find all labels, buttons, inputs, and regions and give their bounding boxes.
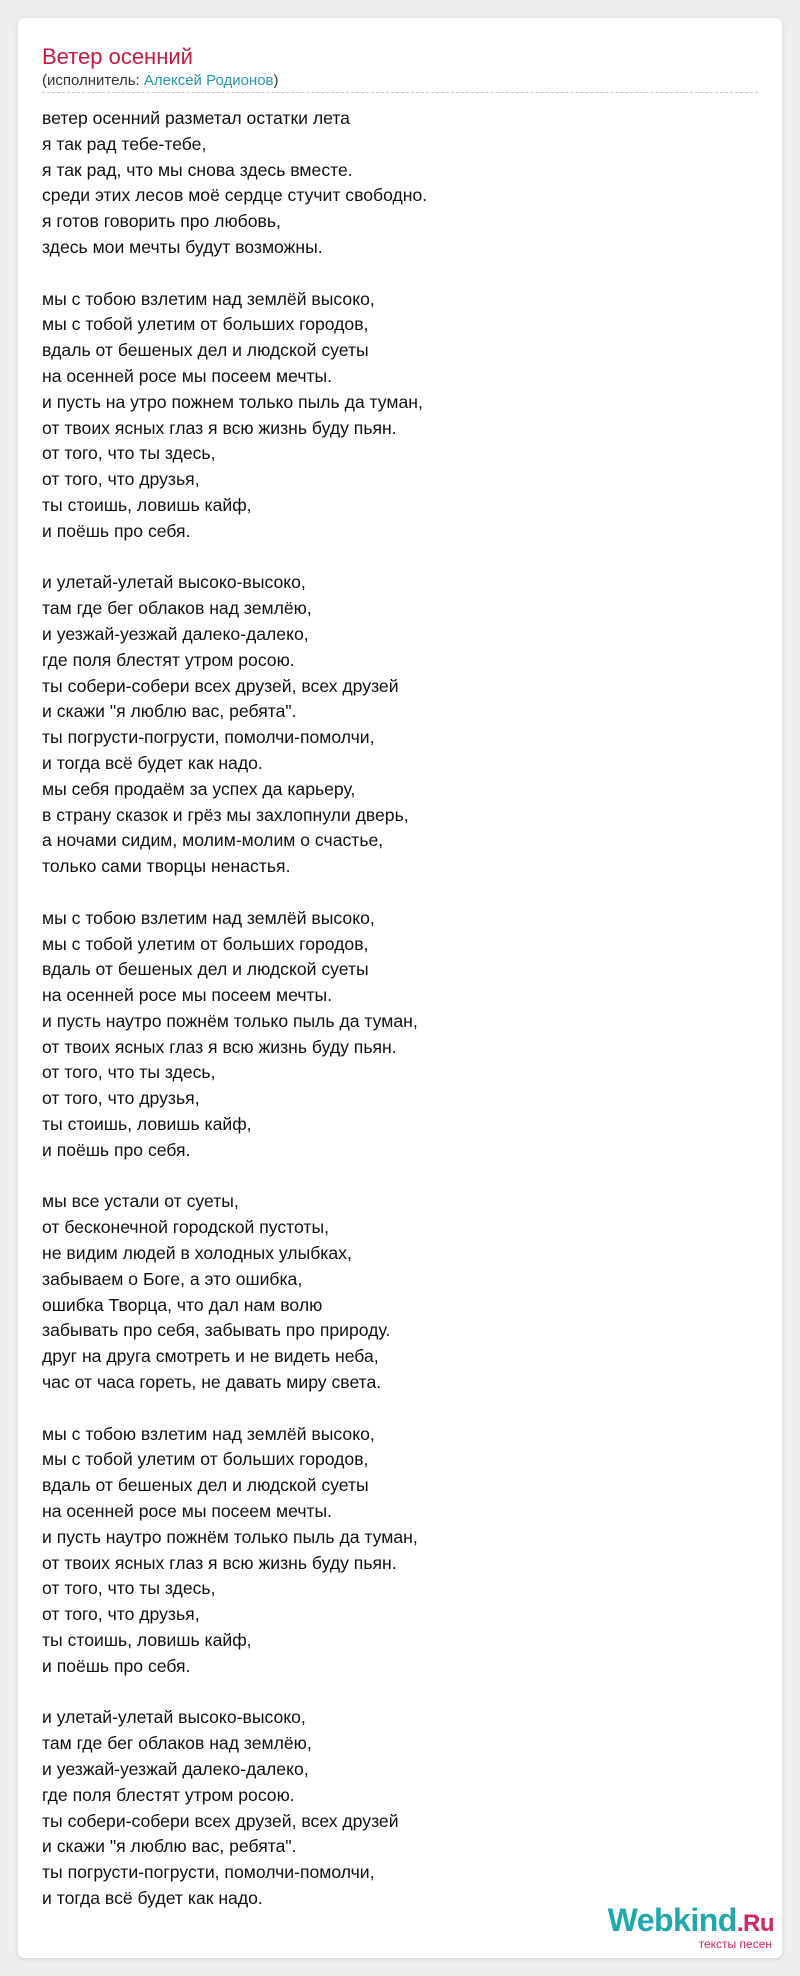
artist-line	[42, 72, 279, 90]
lyrics-line: и пусть на утро пожнем только пыль да туман,	[42, 391, 423, 412]
lyrics-line: и тогда всё будет как надо.	[42, 1887, 263, 1908]
lyrics-line: мы с тобою взлетим над землёй высоко,	[42, 907, 375, 928]
lyrics-line: и поёшь про себя.	[42, 1655, 191, 1676]
lyrics-line: здесь мои мечты будут возможны.	[42, 236, 323, 257]
lyrics-stanza	[42, 1189, 758, 1395]
lyrics-stanza	[42, 1705, 758, 1911]
lyrics-line: мы с тобой улетим от больших городов,	[42, 933, 369, 954]
lyrics-line: от того, что ты здесь,	[42, 443, 216, 464]
lyrics-line: от того, что ты здесь,	[42, 1578, 216, 1599]
lyrics-line: и тогда всё будет как надо.	[42, 752, 263, 773]
lyrics-line: не видим людей в холодных улыбках,	[42, 1243, 352, 1264]
lyrics-line: где поля блестят утром росою.	[42, 649, 295, 670]
logo-name: Webkind	[607, 1902, 737, 1938]
lyrics-line: ветер осенний разметал остатки лета	[42, 108, 350, 128]
lyrics-line: там где бег облаков над землёю,	[42, 1733, 312, 1754]
logo-tagline: тексты песен	[698, 1937, 772, 1951]
lyrics-line: забываем о Боге, а это ошибка,	[42, 1268, 303, 1289]
lyrics-line: мы все устали от суеты,	[42, 1191, 239, 1212]
lyrics-stanza	[42, 287, 758, 545]
lyrics-line: и скажи "я люблю вас, ребята".	[42, 701, 297, 722]
lyrics-line: от твоих ясных глаз я всю жизнь буду пьян.	[42, 417, 397, 438]
dashed-divider	[42, 92, 758, 93]
lyrics-line: среди этих лесов моё сердце стучит свободно.	[42, 185, 428, 206]
lyrics-line: я так рад, что мы снова здесь вместе.	[42, 159, 353, 180]
lyrics-line: я так рад тебе-тебе,	[42, 133, 207, 154]
lyrics-line: ты погрусти-погрусти, помолчи-помолчи,	[42, 727, 375, 748]
lyrics-line: ты собери-собери всех друзей, всех друзей	[42, 675, 399, 696]
song-title: Ветер осенний	[42, 44, 193, 69]
lyrics-line: на осенней росе мы посеем мечты.	[42, 365, 333, 386]
lyrics-stanza	[42, 906, 758, 1164]
lyrics-line: в страну сказок и грёз мы захлопнули дверь,	[42, 804, 409, 825]
lyrics-line: и поёшь про себя.	[42, 520, 191, 541]
logo-wordmark	[608, 1904, 774, 1940]
lyrics-line: ты погрусти-погрусти, помолчи-помолчи,	[42, 1862, 375, 1883]
lyrics-line: мы с тобою взлетим над землёй высоко,	[42, 288, 375, 309]
artist-suffix: )	[273, 72, 279, 89]
lyrics-line: на осенней росе мы посеем мечты.	[42, 1501, 333, 1522]
lyrics-body	[42, 106, 758, 1938]
lyrics-line: мы с тобой улетим от больших городов,	[42, 314, 369, 335]
lyrics-line: от того, что друзья,	[42, 1604, 200, 1625]
lyrics-line: и уезжай-уезжай далеко-далеко,	[42, 1759, 309, 1779]
lyrics-line: от того, что ты здесь,	[42, 1062, 216, 1083]
lyrics-stanza	[42, 106, 758, 261]
lyrics-line: час от часа гореть, не давать миру света.	[42, 1372, 382, 1393]
lyrics-line: и пусть наутро пожнём только пыль да туман,	[42, 1526, 418, 1547]
lyrics-line: от бесконечной городской пустоты,	[42, 1217, 330, 1238]
lyrics-line: от твоих ясных глаз я всю жизнь буду пьян.	[42, 1552, 397, 1573]
lyrics-line: ты стоишь, ловишь кайф,	[42, 494, 252, 515]
lyrics-line: там где бег облаков над землёю,	[42, 598, 312, 619]
lyrics-line: а ночами сидим, молим-молим о счастье,	[42, 830, 384, 851]
lyrics-line: вдаль от бешеных дел и людской суеты	[42, 959, 369, 980]
lyrics-stanza	[42, 570, 758, 880]
lyrics-line: и уезжай-уезжай далеко-далеко,	[42, 623, 309, 644]
lyrics-line: и поёшь про себя.	[42, 1139, 191, 1160]
lyrics-line: и улетай-улетай высоко-высоко,	[42, 572, 306, 593]
lyrics-line: и скажи "я люблю вас, ребята".	[42, 1836, 297, 1857]
lyrics-line: мы себя продаём за успех да карьеру,	[42, 778, 356, 799]
lyrics-line: где поля блестят утром росою.	[42, 1784, 295, 1805]
artist-link[interactable]: Алексей Родионов	[143, 72, 274, 89]
lyrics-line: ты стоишь, ловишь кайф,	[42, 1630, 252, 1651]
site-logo[interactable]	[608, 1904, 774, 1951]
lyrics-line: ошибка Творца, что дал нам волю	[42, 1294, 323, 1315]
lyrics-line: ты стоишь, ловишь кайф,	[42, 1114, 252, 1135]
lyrics-line: от того, что друзья,	[42, 469, 200, 490]
lyrics-line: от того, что друзья,	[42, 1088, 200, 1109]
lyrics-stanza	[42, 1422, 758, 1680]
lyrics-line: мы с тобой улетим от больших городов,	[42, 1449, 369, 1470]
lyrics-line: ты собери-собери всех друзей, всех друзей	[42, 1810, 399, 1831]
lyrics-line: мы с тобою взлетим над землёй высоко,	[42, 1423, 375, 1444]
lyrics-line: забывать про себя, забывать про природу.	[42, 1320, 391, 1341]
artist-prefix: (исполнитель:	[42, 72, 144, 89]
lyrics-line: и улетай-улетай высоко-высоко,	[42, 1707, 306, 1728]
lyrics-line: только сами творцы ненастья.	[42, 856, 291, 877]
lyrics-line: от твоих ясных глаз я всю жизнь буду пьян.	[42, 1036, 397, 1057]
lyrics-line: и пусть наутро пожнём только пыль да туман,	[42, 1010, 418, 1031]
lyrics-line: вдаль от бешеных дел и людской суеты	[42, 340, 369, 361]
lyrics-line: вдаль от бешеных дел и людской суеты	[42, 1475, 369, 1496]
logo-tld: .Ru	[736, 1910, 774, 1937]
lyrics-line: друг на друга смотреть и не видеть неба,	[42, 1346, 379, 1367]
lyrics-line: на осенней росе мы посеем мечты.	[42, 985, 333, 1006]
lyrics-line: я готов говорить про любовь,	[42, 211, 281, 232]
